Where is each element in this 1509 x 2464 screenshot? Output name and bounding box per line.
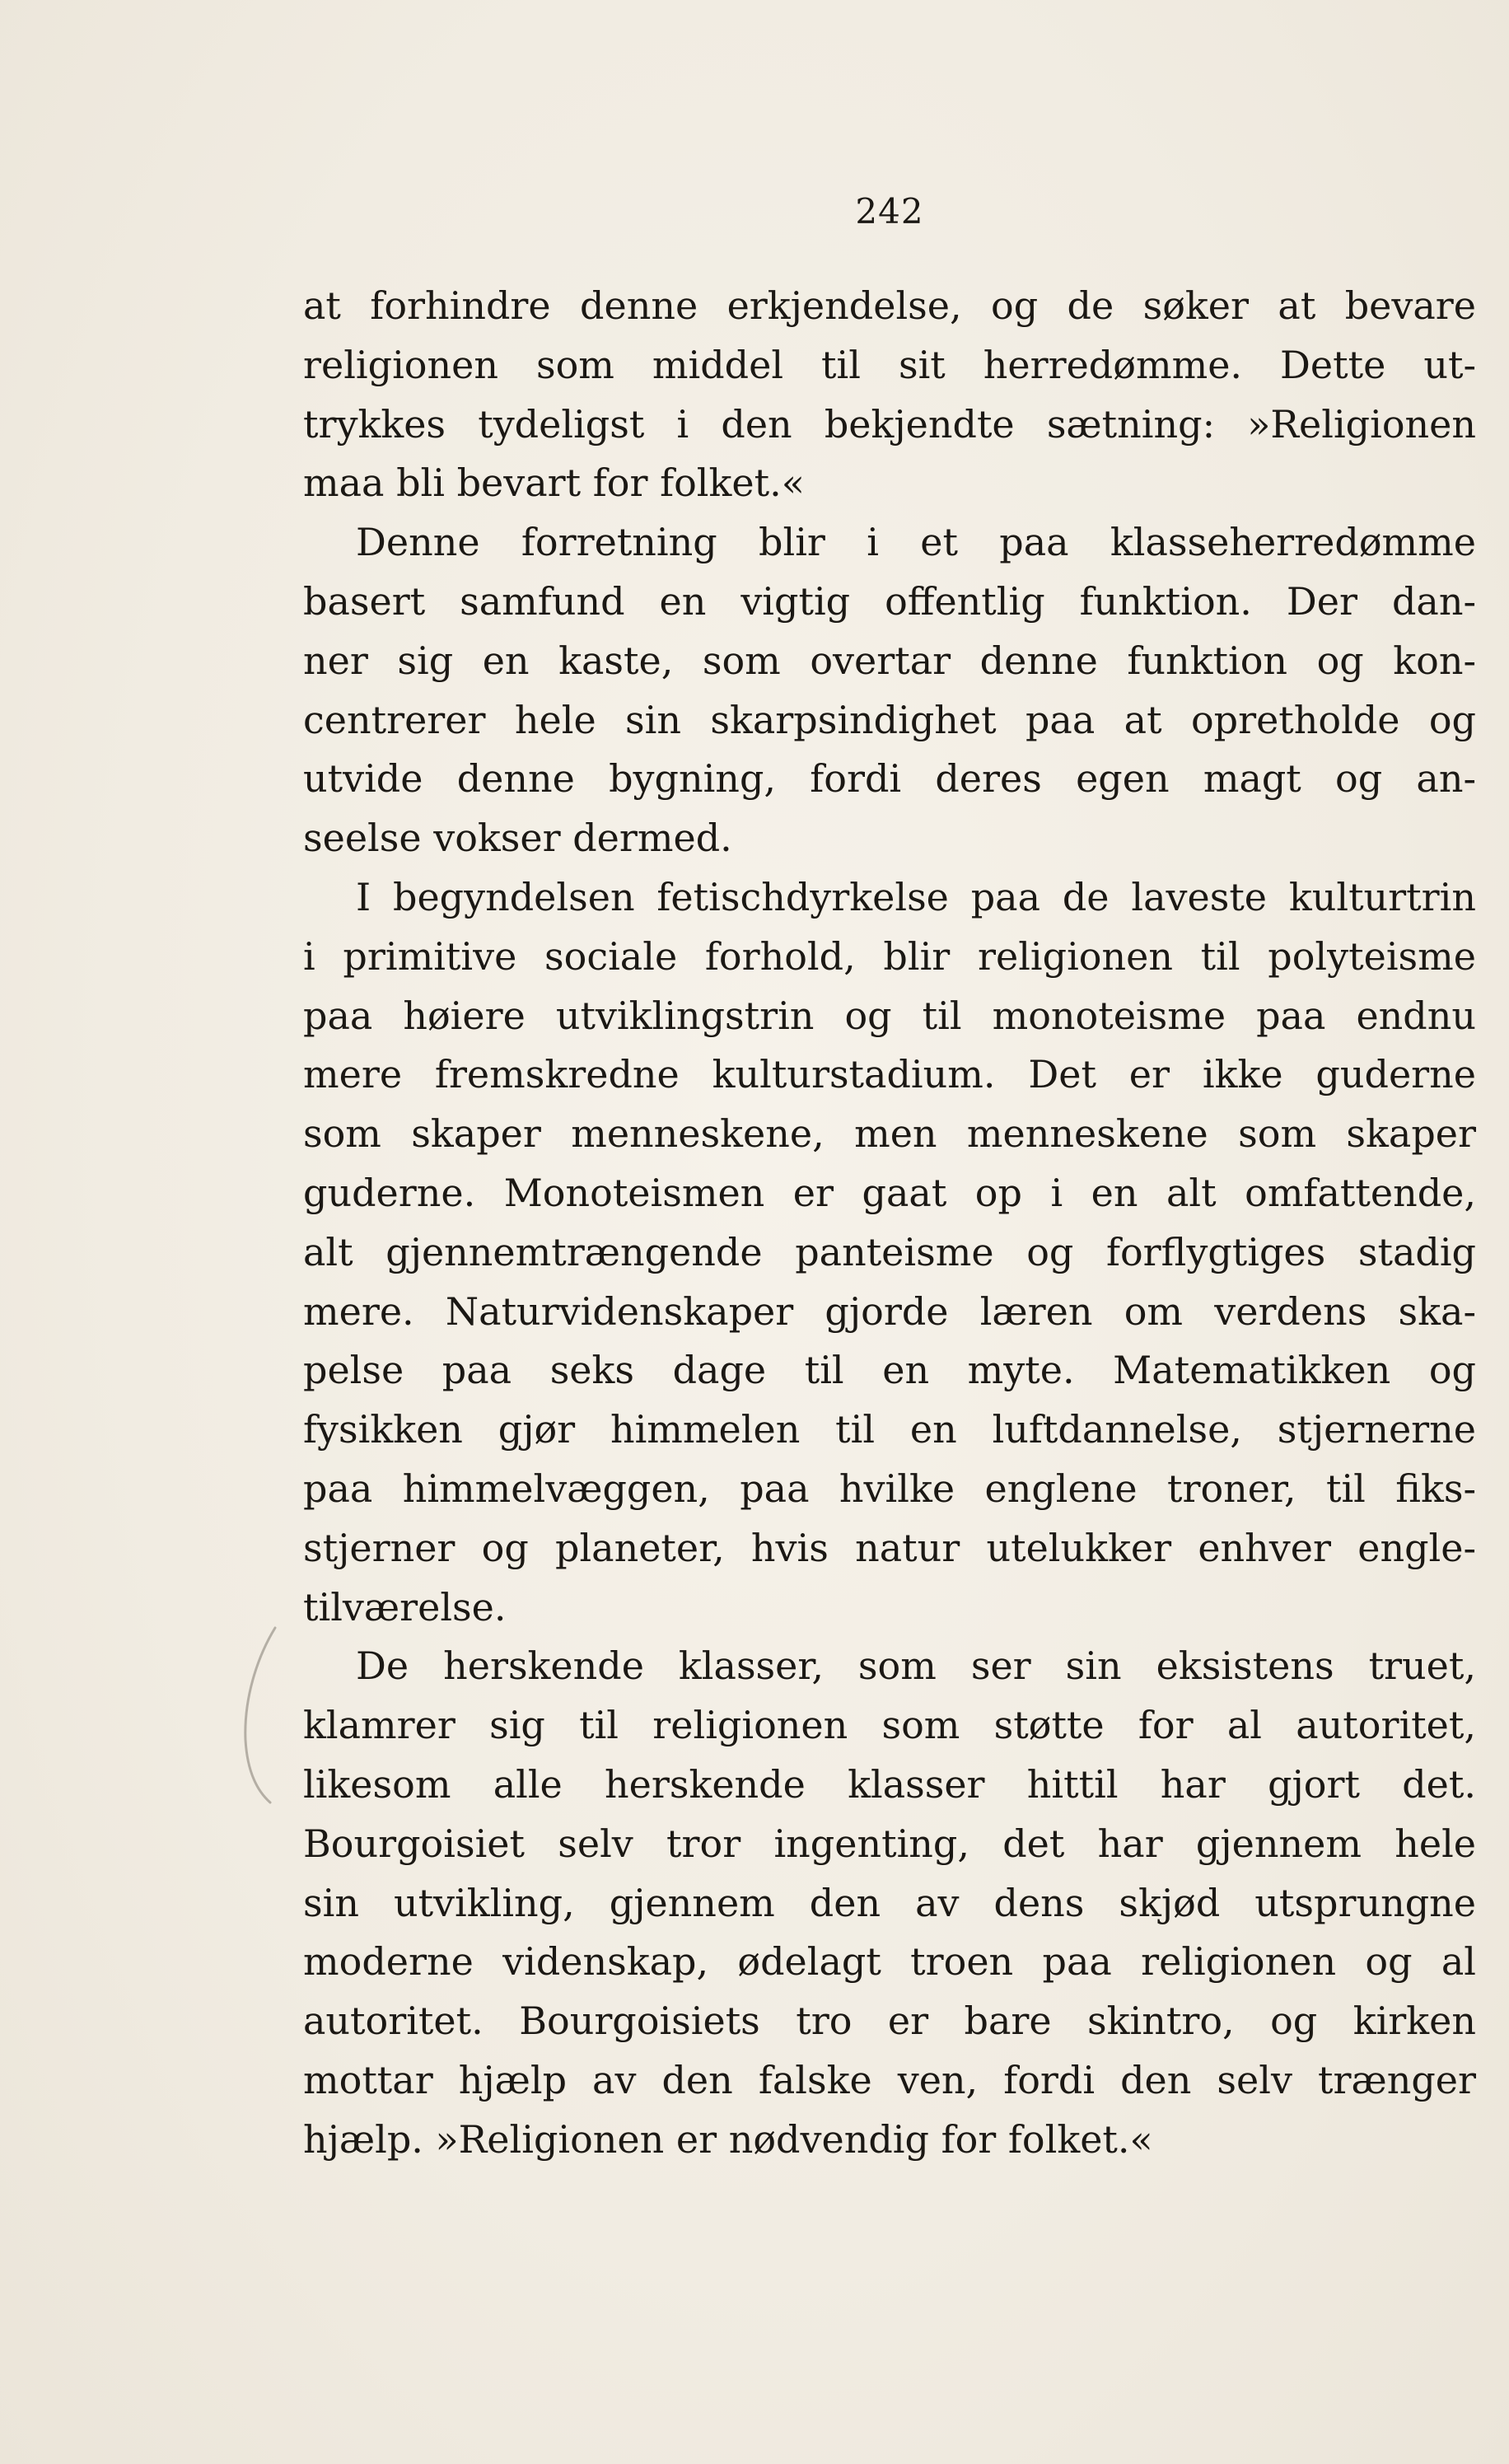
text-line: alt gjennemtrængende panteisme og forflygtiges stadig <box>303 1229 1476 1274</box>
text-line: fysikken gjør himmelen til en luftdannelse, stjernerne <box>303 1407 1476 1452</box>
text-line: Bourgoisiet selv tror ingenting, det har gjennem hele <box>303 1821 1476 1866</box>
paragraph-4 <box>303 1637 1476 2169</box>
page-number: 242 <box>855 191 924 231</box>
text-line: sin utvikling, gjennem den av dens skjød utsprungne <box>303 1880 1476 1925</box>
text-line: i primitive sociale forhold, blir religionen til polyteisme <box>303 933 1476 979</box>
text-line: trykkes tydeligst i den bekjendte sætning: »Religionen <box>303 401 1476 447</box>
text-line: autoritet. Bourgoisiets tro er bare skintro, og kirken <box>303 1999 1476 2044</box>
text-line: mere fremskredne kulturstadium. Det er ikke guderne <box>303 1052 1476 1097</box>
text-line: maa bli bevart for folket.« <box>303 461 805 506</box>
text-line: som skaper menneskene, men menneskene som skaper <box>303 1111 1476 1157</box>
text-line: guderne. Monoteismen er gaat op i en alt omfattende, <box>303 1170 1476 1215</box>
text-line: Denne forretning blir i et paa klasseherredømme <box>356 520 1476 565</box>
text-line: stjerner og planeter, hvis natur utelukker enhver engle- <box>303 1525 1476 1570</box>
text-line: pelse paa seks dage til en myte. Matematikken og <box>303 1348 1476 1393</box>
paragraph-2 <box>303 513 1476 868</box>
paragraph-3 <box>303 868 1476 1637</box>
paragraph-1 <box>303 277 1476 513</box>
text-line: mere. Naturvidenskaper gjorde læren om verdens ska- <box>303 1288 1476 1334</box>
text-line: likesom alle herskende klasser hittil har gjort det. <box>303 1761 1476 1807</box>
body-text <box>303 277 1476 2170</box>
text-line: moderne videnskap, ødelagt troen paa religionen og al <box>303 1939 1476 1985</box>
text-line: ner sig en kaste, som overtar denne funktion og kon- <box>303 638 1476 683</box>
text-line: at forhindre denne erkjendelse, og de søker at bevare <box>303 283 1476 328</box>
text-line: mottar hjælp av den falske ven, fordi den selv trænger <box>303 2057 1476 2102</box>
text-line: utvide denne bygning, fordi deres egen magt og an- <box>303 756 1476 802</box>
text-line: centrerer hele sin skarpsindighet paa at opretholde og <box>303 697 1476 742</box>
text-line: paa himmelvæggen, paa hvilke englene troner, til fiks- <box>303 1466 1476 1511</box>
text-line: seelse vokser dermed. <box>303 816 732 861</box>
text-line: klamrer sig til religionen som støtte for al autoritet, <box>303 1703 1476 1748</box>
text-line: I begyndelsen fetischdyrkelse paa de laveste kulturtrin <box>356 874 1476 919</box>
text-line: tilværelse. <box>303 1584 507 1629</box>
text-line: paa høiere utviklingstrin og til monoteisme paa endnu <box>303 993 1476 1038</box>
text-line: hjælp. »Religionen er nødvendig for folket.« <box>303 2116 1153 2162</box>
text-line: religionen som middel til sit herredømme. Dette ut- <box>303 342 1476 387</box>
text-line: De herskende klasser, som ser sin eksistens truet, <box>356 1643 1476 1689</box>
text-line: basert samfund en vigtig offentlig funktion. Der dan- <box>303 578 1476 624</box>
pencil-bracket-mark <box>232 1625 282 1806</box>
